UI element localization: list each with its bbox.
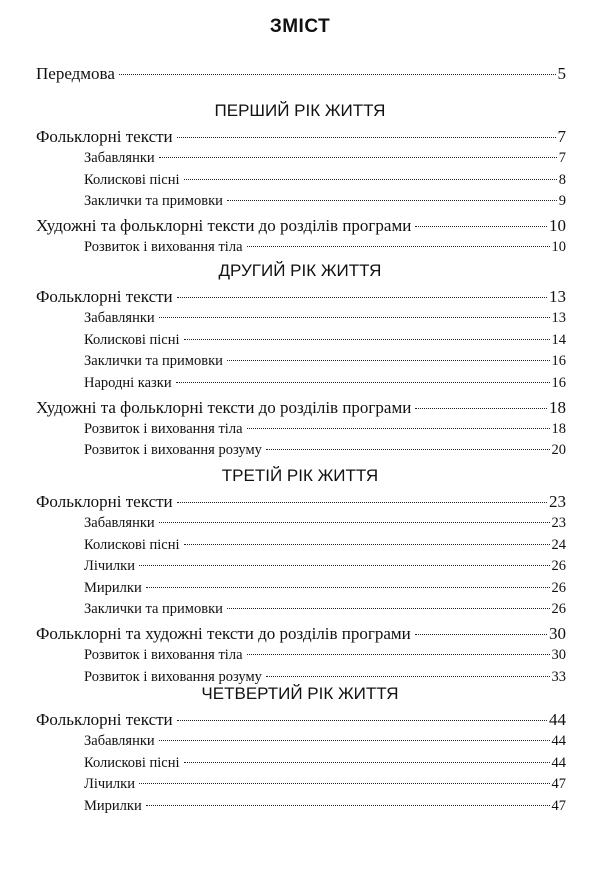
toc-page-number: 44 — [551, 754, 566, 771]
toc-subentry — [84, 442, 566, 459]
toc-entry-label: Колискові пісні — [84, 331, 180, 348]
toc-subentry — [84, 332, 566, 349]
toc-page-number: 5 — [557, 64, 566, 83]
toc-subentry — [84, 669, 566, 686]
toc-page-number: 20 — [551, 442, 566, 458]
toc-entry-label: Забавлянки — [84, 150, 155, 166]
toc-entry-label: Забавлянки — [84, 515, 155, 531]
toc-page-number: 30 — [551, 647, 566, 663]
toc-page-number: 13 — [551, 310, 566, 326]
toc-page-number: 16 — [551, 353, 566, 369]
toc-entry-label: Розвиток і виховання розуму — [84, 668, 262, 685]
toc-subentry — [84, 601, 566, 618]
dot-leader — [266, 676, 550, 677]
dot-leader — [146, 587, 550, 588]
toc-subentry — [84, 755, 566, 772]
toc-page-number: 18 — [551, 420, 566, 437]
toc-entry-label: Передмова — [36, 64, 115, 83]
toc-page-number: 33 — [551, 668, 566, 685]
dot-leader — [184, 339, 550, 340]
dot-leader — [247, 654, 550, 655]
toc-entry-label: Художні та фольклорні тексти до розділів програми — [36, 216, 412, 235]
toc-entry — [36, 64, 566, 84]
dot-leader — [184, 762, 550, 763]
toc-entry — [36, 492, 566, 512]
toc-subentry — [84, 421, 566, 438]
toc-subentry — [84, 375, 566, 392]
dot-leader — [159, 157, 557, 158]
toc-page-number: 30 — [549, 624, 566, 643]
toc-page-number: 7 — [557, 127, 566, 146]
toc-page-number: 10 — [549, 216, 566, 235]
toc-subentry — [84, 798, 566, 815]
toc-entry — [36, 287, 566, 307]
dot-leader — [159, 522, 550, 523]
toc-page-number: 16 — [551, 374, 566, 391]
toc-entry-label: Розвиток і виховання розуму — [84, 442, 262, 458]
dot-leader — [177, 137, 556, 138]
toc-entry — [36, 216, 566, 236]
toc-entry-label: Мирилки — [84, 579, 142, 596]
dot-leader — [177, 502, 547, 503]
dot-leader — [184, 544, 550, 545]
toc-page-number: 14 — [551, 331, 566, 348]
toc-entry — [36, 398, 566, 418]
toc-entry-label: Фольклорні тексти — [36, 710, 173, 729]
toc-page-number: 26 — [551, 579, 566, 596]
toc-page-number: 23 — [549, 492, 566, 511]
toc-subentry — [84, 239, 566, 256]
dot-leader — [119, 74, 556, 75]
toc-subentry — [84, 172, 566, 189]
dot-leader — [247, 428, 550, 429]
toc-page-number: 9 — [558, 193, 566, 209]
toc-subentry — [84, 150, 566, 167]
dot-leader — [177, 720, 547, 721]
dot-leader — [227, 360, 550, 361]
toc-subentry — [84, 558, 566, 575]
toc-page-number: 10 — [551, 239, 566, 255]
dot-leader — [139, 565, 550, 566]
dot-leader — [159, 740, 550, 741]
toc-entry-label: Фольклорні тексти — [36, 287, 173, 306]
toc-entry-label: Художні та фольклорні тексти до розділів програми — [36, 397, 412, 417]
dot-leader — [415, 408, 547, 409]
toc-entry-label: Заклички та примовки — [84, 193, 223, 209]
dot-leader — [176, 382, 550, 383]
toc-entry-label: Фольклорні тексти — [36, 127, 173, 146]
toc-subentry — [84, 193, 566, 210]
dot-leader — [184, 179, 557, 180]
toc-subentry — [84, 776, 566, 793]
toc-entry — [36, 710, 566, 730]
toc-entry-label: Колискові пісні — [84, 754, 180, 771]
toc-entry-label: Мирилки — [84, 797, 142, 814]
toc-subentry — [84, 647, 566, 664]
toc-entry — [36, 624, 566, 644]
section-heading: ЧЕТВЕРТИЙ РІК ЖИТТЯ — [201, 684, 399, 703]
dot-leader — [146, 805, 550, 806]
toc-page-number: 26 — [551, 558, 566, 574]
toc-entry-label: Фольклорні тексти — [36, 492, 173, 511]
dot-leader — [415, 226, 547, 227]
toc-entry-label: Розвиток і виховання тіла — [84, 647, 243, 663]
toc-page-number: 47 — [551, 776, 566, 792]
toc-entry-label: Народні казки — [84, 374, 172, 391]
toc-entry-label: Фольклорні та художні тексти до розділів програми — [36, 624, 411, 643]
toc-page-number: 26 — [551, 601, 566, 617]
toc-entry-label: Лічилки — [84, 776, 135, 792]
toc-page-number: 18 — [549, 397, 566, 417]
toc-entry-label: Розвиток і виховання тіла — [84, 420, 243, 437]
toc-entry — [36, 127, 566, 147]
dot-leader — [177, 297, 547, 298]
toc-subentry — [84, 580, 566, 597]
dot-leader — [139, 783, 550, 784]
toc-page-number: 13 — [549, 287, 566, 306]
toc-subentry — [84, 353, 566, 370]
toc-entry-label: Заклички та примовки — [84, 353, 223, 369]
toc-entry-label: Колискові пісні — [84, 536, 180, 553]
dot-leader — [159, 317, 550, 318]
toc-entry-label: Розвиток і виховання тіла — [84, 239, 243, 255]
toc-page-number: 44 — [551, 733, 566, 749]
section-heading: ПЕРШИЙ РІК ЖИТТЯ — [214, 101, 386, 120]
dot-leader — [415, 634, 547, 635]
toc-subentry — [84, 310, 566, 327]
toc-page-number: 23 — [551, 515, 566, 531]
toc-subentry — [84, 733, 566, 750]
toc-entry-label: Забавлянки — [84, 310, 155, 326]
page-title: ЗМІСТ — [269, 16, 331, 37]
dot-leader — [266, 449, 550, 450]
toc-entry-label: Лічилки — [84, 558, 135, 574]
toc-entry-label: Заклички та примовки — [84, 601, 223, 617]
toc-page-number: 44 — [549, 710, 566, 729]
toc-entry-label: Колискові пісні — [84, 171, 180, 188]
toc-subentry — [84, 515, 566, 532]
dot-leader — [227, 608, 550, 609]
toc-page-number: 8 — [558, 171, 566, 188]
toc-subentry — [84, 537, 566, 554]
toc-page-number: 24 — [551, 536, 566, 553]
toc-page-number: 47 — [551, 797, 566, 814]
toc-entry-label: Забавлянки — [84, 733, 155, 749]
toc-page-number: 7 — [558, 150, 566, 166]
section-heading: ДРУГИЙ РІК ЖИТТЯ — [218, 261, 382, 280]
dot-leader — [247, 246, 550, 247]
dot-leader — [227, 200, 557, 201]
section-heading: ТРЕТІЙ РІК ЖИТТЯ — [221, 466, 379, 485]
